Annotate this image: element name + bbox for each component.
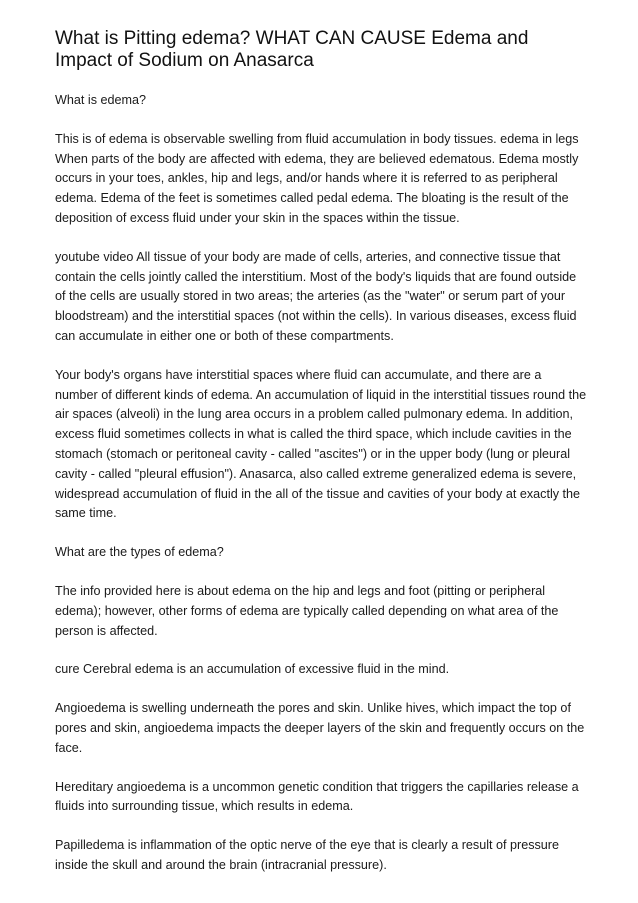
- paragraph-cerebral-edema: cure Cerebral edema is an accumulation of excessive fluid in the mind.: [55, 662, 450, 677]
- paragraph-types-heading: What are the types of edema?: [55, 545, 224, 560]
- paragraph-types-info: The info provided here is about edema on the hip and legs and foot (pitting or peripheral edema); however, other forms of edema are typically called depending on what area of the person is affected.: [55, 583, 559, 638]
- paragraph-papilledema: Papilledema is inflammation of the optic nerve of the eye that is clearly a result of pressure inside the skull and around the brain (intracranial pressure).: [55, 838, 560, 872]
- paragraph-what-is-edema-heading: What is edema?: [55, 93, 146, 107]
- paragraph-edema-definition: This is of edema is observable swelling from fluid accumulation in body tissues. edema in legs When parts of the body are affected with edema, they are believed edematous. Edema mostly occurs in your toes, ankles, hip and legs, and/or hands where it is referred to as peripheral edema. Edema of the feet is sometimes called pedal edema. The bloating is the result of the deposition of excess fluid under your skin in the spaces within the tissue.: [55, 131, 579, 225]
- document-title: What is Pitting edema? WHAT CAN CAUSE Edema and Impact of Sodium on Anasarca: [55, 28, 529, 71]
- paragraph-interstitium: youtube video All tissue of your body are made of cells, arteries, and connective tissue that contain the cells jointly called the interstitium. Most of the body's liquids that are found outside of the cells are usually stored in two areas; the arteries (as the "water" or serum part of your bloodstream) and the interstitial spaces (not within the cells). In various diseases, excess fluid can accumulate in either one or both of these compartments.: [55, 249, 577, 343]
- document-page: [55, 28, 587, 895]
- paragraph-angioedema: Angioedema is swelling underneath the pores and skin. Unlike hives, which impact the top of pores and skin, angioedema impacts the deeper layers of the skin and frequently occurs on the face.: [55, 701, 585, 755]
- paragraph-interstitial-spaces: Your body's organs have interstitial spaces where fluid can accumulate, and there are a number of different kinds of edema. An accumulation of liquid in the interstitial tissues round the air spaces (alveoli) in the lung area occurs in a problem called pulmonary edema. In addition, excess fluid sometimes collects in what is called the third space, which include cavities in the stomach (stomach or peritoneal cavity - called "ascites") or in the upper body (lung or pleural cavity - called "pleural effusion"). Anasarca, also called extreme generalized edema is severe, widespread accumulation of fluid in the all of the tissue and cavities of your body at exactly the same time.: [55, 367, 587, 521]
- paragraph-hereditary-angioedema: Hereditary angioedema is a uncommon genetic condition that triggers the capillaries release a fluids into surrounding tissue, which results in edema.: [55, 779, 579, 814]
